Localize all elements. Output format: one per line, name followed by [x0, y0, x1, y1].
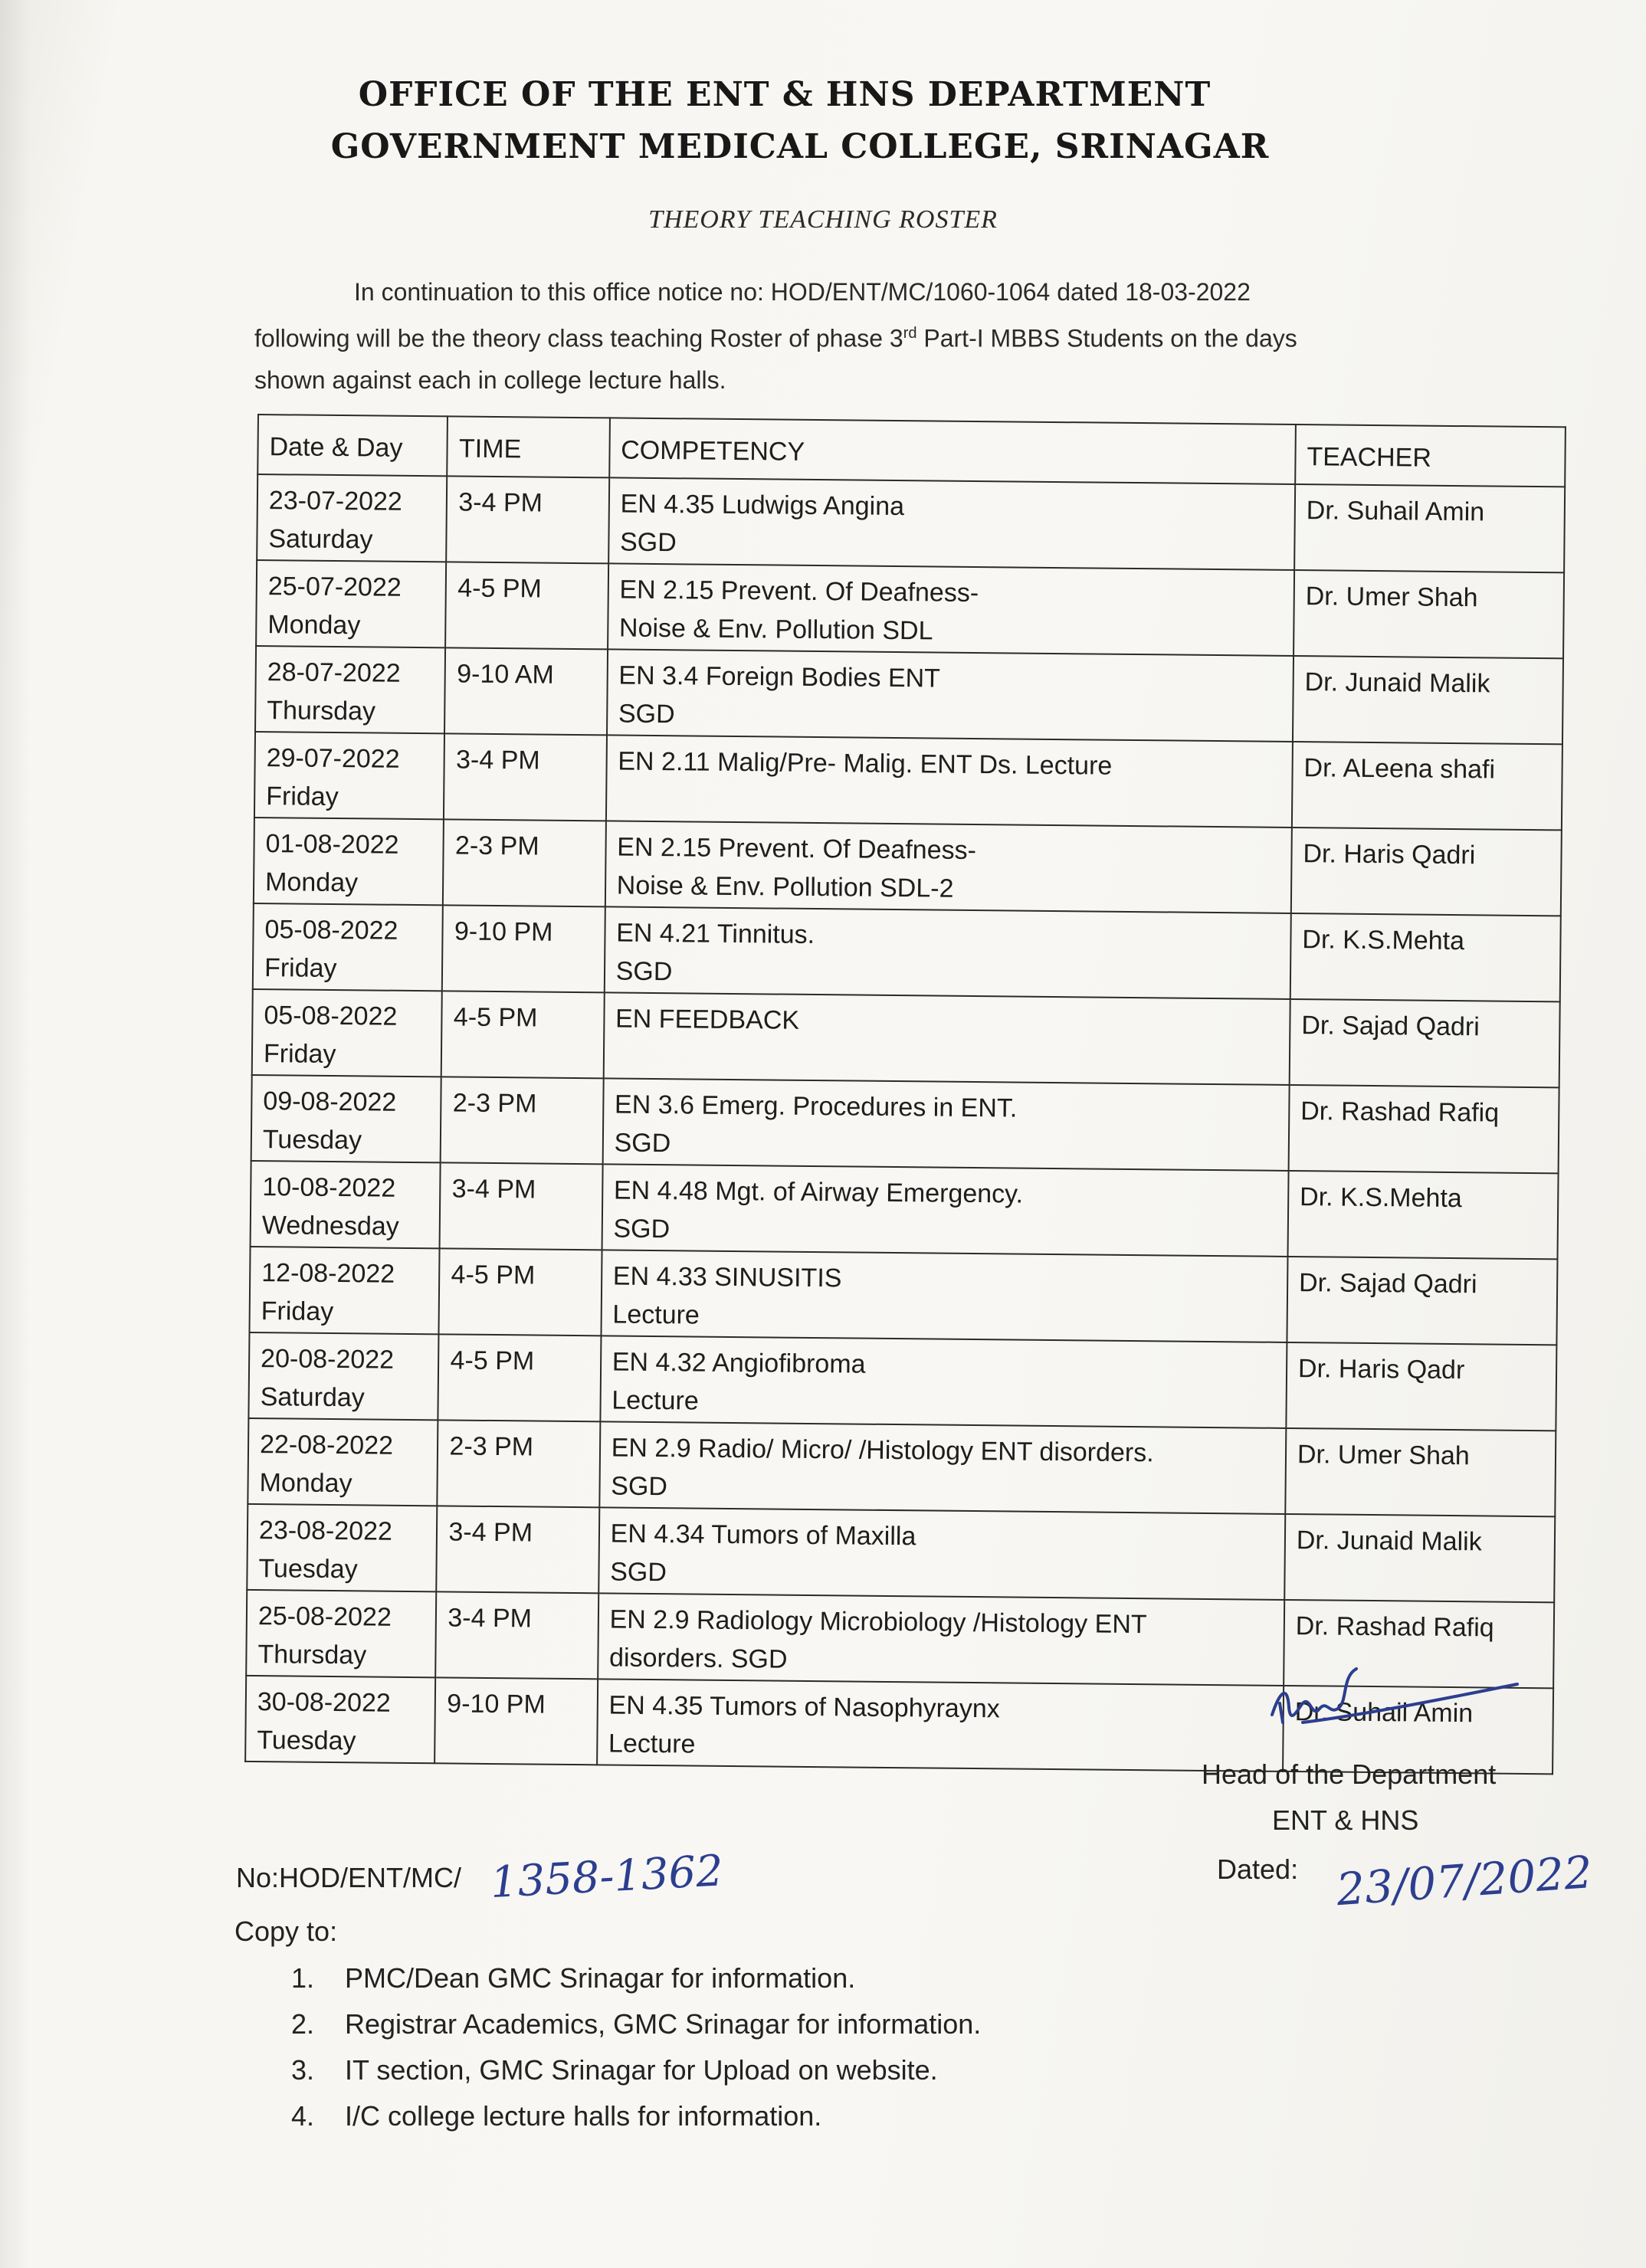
- table-row: [252, 989, 1560, 1087]
- cell-date-day-day: Tuesday: [257, 1726, 356, 1756]
- cell-competency-comp2: SGD: [619, 527, 677, 558]
- cell-time-time: 2-3 PM: [454, 831, 539, 861]
- cell-date-day-day: Monday: [267, 610, 361, 641]
- cell-date-day-day: Friday: [261, 1296, 334, 1327]
- cell-teacher: [1291, 828, 1562, 916]
- cell-competency-comp2: SGD: [614, 1128, 671, 1159]
- cell-date-day-day: Tuesday: [262, 1125, 362, 1155]
- intro-line-3: shown against each in college lecture halls.: [254, 365, 726, 394]
- handwritten-reference: [487, 1840, 740, 1909]
- cell-date-day-date: 25-07-2022: [267, 572, 402, 602]
- cell-date-day-day: Friday: [263, 1039, 336, 1070]
- cell-time: [439, 1248, 602, 1336]
- copy-list-item: [291, 2001, 1364, 2047]
- cell-competency: [602, 1164, 1288, 1257]
- cell-date-day: [245, 1676, 436, 1763]
- cell-teacher: [1294, 570, 1564, 658]
- copy-item-text: I/C college lecture halls for information.: [345, 2100, 822, 2132]
- cell-teacher-teacher: Dr. K.S.Mehta: [1302, 925, 1465, 956]
- cell-competency-comp1: EN 4.33 SINUSITIS: [612, 1261, 842, 1293]
- cell-competency: [608, 477, 1295, 570]
- copy-list: [291, 1955, 1364, 2139]
- table-row: [249, 1247, 1557, 1345]
- cell-teacher: [1286, 1342, 1556, 1431]
- cell-teacher-teacher: Dr. Umer Shah: [1305, 582, 1478, 613]
- cell-time-time: 9-10 PM: [447, 1689, 546, 1719]
- cell-competency-comp2: SGD: [613, 1214, 671, 1244]
- intro-line-1: In continuation to this office notice no: HOD/ENT/MC/1060-1064 dated 18-03-2022: [354, 278, 1251, 306]
- cell-time: [436, 1591, 598, 1679]
- cell-teacher: [1288, 1085, 1559, 1173]
- cell-teacher: [1293, 656, 1563, 744]
- copy-item-number: 3.: [291, 2054, 315, 2086]
- cell-date-day-date: 23-08-2022: [258, 1516, 393, 1546]
- cell-competency-comp1: EN 2.9 Radio/ Micro/ /Histology ENT disorders.: [611, 1433, 1154, 1468]
- cell-competency: [606, 735, 1293, 828]
- cell-date-day-date: 12-08-2022: [261, 1258, 395, 1289]
- cell-time-time: 4-5 PM: [457, 573, 543, 604]
- cell-date-day-day: Thursday: [257, 1640, 367, 1670]
- table-row: [254, 732, 1562, 830]
- cell-competency: [608, 563, 1294, 656]
- cell-time: [444, 733, 606, 821]
- cell-date-day: [256, 560, 447, 647]
- cell-teacher: [1290, 999, 1560, 1087]
- cell-time-time: 2-3 PM: [452, 1088, 537, 1119]
- cell-time-time: 3-4 PM: [455, 745, 540, 775]
- cell-teacher-teacher: Dr. Haris Qadr: [1297, 1354, 1465, 1385]
- signature-mark: [1257, 1661, 1533, 1753]
- college-title: GOVERNMENT MEDICAL COLLEGE, SRINAGAR: [330, 127, 1270, 166]
- cell-competency: [602, 1078, 1289, 1171]
- cell-date-day-date: 23-07-2022: [268, 486, 403, 516]
- cell-date-day-date: 29-07-2022: [266, 743, 400, 774]
- table-row: [254, 818, 1562, 916]
- cell-teacher-teacher: Dr. ALeena shafi: [1303, 753, 1496, 785]
- cell-competency: [597, 1679, 1284, 1771]
- cell-competency: [603, 992, 1290, 1085]
- cell-date-day-date: 22-08-2022: [259, 1430, 394, 1460]
- cell-date-day-date: 05-08-2022: [264, 1001, 398, 1031]
- cell-competency-comp1: EN 3.6 Emerg. Procedures in ENT.: [614, 1090, 1018, 1123]
- cell-teacher-teacher: Dr. Sajad Qadri: [1298, 1268, 1477, 1300]
- cell-teacher-teacher: Dr. K.S.Mehta: [1299, 1182, 1462, 1214]
- cell-competency: [600, 1336, 1287, 1428]
- cell-time: [441, 1077, 603, 1164]
- table-row: [253, 903, 1561, 1001]
- page-edge-shadow: [0, 0, 31, 2268]
- cell-time-time: 4-5 PM: [450, 1345, 535, 1376]
- cell-date-day: [246, 1590, 437, 1677]
- cell-date-day: [251, 1161, 441, 1248]
- office-title: OFFICE OF THE ENT & HNS DEPARTMENT: [358, 75, 1212, 114]
- cell-competency-comp2: Lecture: [612, 1385, 699, 1416]
- cell-teacher-teacher: Dr. Rashad Rafiq: [1295, 1611, 1494, 1643]
- cell-date-day: [254, 818, 444, 905]
- cell-competency-comp1: EN 2.15 Prevent. Of Deafness-: [619, 575, 979, 608]
- cell-competency-comp1: EN 4.21 Tinnitus.: [616, 918, 815, 950]
- cell-time: [444, 647, 607, 735]
- cell-date-day: [251, 1075, 442, 1162]
- copy-item-text: PMC/Dean GMC Srinagar for information.: [345, 1962, 856, 1994]
- cell-competency: [598, 1593, 1284, 1686]
- cell-teacher: [1290, 913, 1561, 1001]
- table-row: [255, 646, 1563, 744]
- cell-date-day-day: Tuesday: [258, 1554, 358, 1585]
- cell-time: [438, 1420, 600, 1507]
- cell-teacher: [1294, 484, 1565, 572]
- cell-competency: [605, 821, 1292, 913]
- cell-date-day-date: 10-08-2022: [262, 1172, 396, 1203]
- table-row: [248, 1418, 1556, 1516]
- cell-teacher-teacher: Dr. Junaid Malik: [1304, 667, 1490, 699]
- cell-time: [447, 476, 609, 563]
- signatory-department: ENT & HNS: [1272, 1804, 1419, 1836]
- cell-teacher: [1287, 1171, 1558, 1259]
- cell-date-day: [249, 1247, 440, 1334]
- cell-time: [438, 1334, 601, 1421]
- cell-date-day-date: 05-08-2022: [264, 915, 398, 946]
- cell-date-day: [255, 646, 446, 733]
- cell-date-day-day: Friday: [266, 782, 339, 812]
- cell-competency-comp1: EN 4.34 Tumors of Maxilla: [610, 1519, 916, 1552]
- copy-list-item: [291, 2047, 1364, 2093]
- cell-time-time: 2-3 PM: [449, 1431, 534, 1462]
- table-row: [257, 474, 1565, 572]
- cell-time-time: 3-4 PM: [448, 1603, 533, 1634]
- header-teacher: TEACHER: [1295, 424, 1566, 487]
- copy-item-text: Registrar Academics, GMC Srinagar for information.: [345, 2008, 982, 2040]
- intro-line-2-a: following will be the theory class teaching Roster of phase 3: [254, 324, 903, 352]
- copy-item-number: 1.: [291, 1962, 315, 1994]
- cell-competency-comp1: EN 4.35 Ludwigs Angina: [620, 489, 905, 522]
- cell-date-day-date: 09-08-2022: [263, 1086, 397, 1117]
- cell-date-day-day: Wednesday: [261, 1211, 399, 1241]
- cell-time-time: 3-4 PM: [458, 487, 543, 518]
- cell-teacher: [1292, 742, 1562, 830]
- cell-teacher-teacher: Dr. Junaid Malik: [1296, 1526, 1482, 1557]
- cell-time-time: 4-5 PM: [451, 1260, 536, 1290]
- table-row: [247, 1504, 1555, 1602]
- cell-time-time: 4-5 PM: [453, 1002, 538, 1033]
- cell-competency-comp2: Noise & Env. Pollution SDL: [618, 613, 933, 646]
- header-time: TIME: [448, 416, 610, 477]
- roster-subtitle: THEORY TEACHING ROSTER: [648, 205, 998, 234]
- cell-teacher-teacher: Dr. Sajad Qadri: [1301, 1011, 1480, 1042]
- dated-label: Dated:: [1217, 1853, 1299, 1885]
- cell-date-day-date: 25-08-2022: [257, 1601, 392, 1632]
- cell-competency: [607, 649, 1294, 742]
- copy-list-item: [291, 2093, 1364, 2139]
- cell-date-day-day: Friday: [264, 953, 337, 984]
- cell-time: [440, 1162, 602, 1250]
- cell-date-day-date: 20-08-2022: [260, 1344, 395, 1375]
- cell-competency: [604, 906, 1290, 999]
- header-competency: COMPETENCY: [609, 418, 1296, 484]
- cell-date-day-day: Monday: [264, 867, 359, 898]
- intro-line-2: [254, 313, 1480, 359]
- copy-item-number: 4.: [291, 2100, 315, 2132]
- cell-competency-comp2: SGD: [611, 1471, 668, 1502]
- cell-competency-comp2: SGD: [615, 956, 673, 987]
- cell-date-day-date: 28-07-2022: [267, 657, 401, 688]
- cell-competency-comp2: Noise & Env. Pollution SDL-2: [616, 870, 954, 903]
- cell-time: [442, 905, 605, 992]
- cell-time: [437, 1506, 599, 1593]
- cell-date-day-date: 30-08-2022: [257, 1687, 391, 1718]
- cell-competency-comp1: EN 4.32 Angiofibroma: [612, 1347, 866, 1379]
- table-row: [251, 1161, 1559, 1259]
- cell-date-day: [254, 732, 445, 819]
- cell-teacher-teacher: Dr. Suhail Amin: [1294, 1697, 1474, 1729]
- cell-date-day: [257, 474, 448, 562]
- cell-competency-comp2: SGD: [618, 699, 675, 729]
- cell-competency: [598, 1507, 1285, 1600]
- cell-time: [446, 562, 608, 649]
- signatory-title: Head of the Department: [1202, 1758, 1497, 1790]
- cell-time: [441, 991, 604, 1078]
- cell-date-day-day: Saturday: [268, 524, 373, 555]
- cell-date-day: [252, 989, 443, 1077]
- cell-time-time: 9-10 AM: [457, 659, 554, 690]
- cell-competency-comp2: disorders. SGD: [608, 1643, 788, 1674]
- copy-item-text: IT section, GMC Srinagar for Upload on website.: [345, 2054, 938, 2086]
- cell-competency-comp1: EN 2.15 Prevent. Of Deafness-: [617, 832, 977, 866]
- table-row: [251, 1075, 1559, 1173]
- copy-item-number: 2.: [291, 2008, 315, 2040]
- reference-number-label: No:HOD/ENT/MC/: [236, 1862, 462, 1893]
- cell-competency-comp1: EN FEEDBACK: [615, 1004, 800, 1035]
- cell-competency: [601, 1250, 1287, 1342]
- cell-date-day-day: Monday: [259, 1468, 352, 1499]
- table-row: [256, 560, 1564, 658]
- cell-time: [435, 1677, 598, 1765]
- cell-date-day: [247, 1504, 438, 1591]
- cell-competency-comp2: Lecture: [608, 1729, 696, 1759]
- handwritten-reference-text: 1358-1362: [489, 1846, 725, 1909]
- cell-teacher-teacher: Dr. Suhail Amin: [1306, 496, 1485, 527]
- copy-list-item: [291, 1955, 1364, 2001]
- intro-paragraph: [254, 271, 1480, 401]
- cell-competency-comp1: EN 2.9 Radiology Microbiology /Histology ENT: [609, 1604, 1147, 1640]
- cell-time-time: 3-4 PM: [451, 1174, 536, 1204]
- cell-time: [443, 819, 605, 906]
- cell-competency-comp1: EN 3.4 Foreign Bodies ENT: [618, 660, 941, 693]
- cell-date-day: [253, 903, 444, 991]
- cell-teacher: [1285, 1428, 1556, 1516]
- cell-date-day-day: Thursday: [267, 696, 376, 726]
- intro-line-2-b: Part-I MBBS Students on the days: [916, 324, 1297, 352]
- cell-teacher-teacher: Dr. Haris Qadri: [1303, 839, 1476, 870]
- cell-competency-comp1: EN 4.35 Tumors of Nasophyraynx: [608, 1690, 1000, 1724]
- header-date-day: Date & Day: [257, 415, 448, 476]
- cell-time-time: 3-4 PM: [448, 1517, 533, 1548]
- copy-to-label: Copy to:: [234, 1916, 338, 1947]
- cell-competency-comp2: Lecture: [612, 1300, 700, 1330]
- cell-date-day: [248, 1332, 439, 1420]
- handwritten-date: [1333, 1836, 1617, 1920]
- roster-body: [245, 474, 1565, 1774]
- handwritten-date-text: 23/07/2022: [1334, 1846, 1595, 1916]
- cell-competency-comp1: EN 4.48 Mgt. of Airway Emergency.: [613, 1175, 1024, 1209]
- cell-date-day-day: Saturday: [260, 1382, 365, 1413]
- cell-time-time: 9-10 PM: [454, 916, 553, 947]
- cell-competency-comp1: EN 2.11 Malig/Pre- Malig. ENT Ds. Lecture: [618, 746, 1113, 781]
- cell-teacher-teacher: Dr. Rashad Rafiq: [1300, 1096, 1500, 1128]
- cell-competency-comp2: SGD: [610, 1557, 667, 1588]
- cell-teacher: [1287, 1257, 1557, 1345]
- roster-table: [244, 414, 1566, 1775]
- cell-competency: [599, 1421, 1286, 1514]
- cell-teacher: [1284, 1514, 1555, 1602]
- table-row: [248, 1332, 1556, 1431]
- cell-date-day: [248, 1418, 438, 1506]
- intro-line-2-sup: rd: [903, 325, 917, 342]
- cell-date-day-date: 01-08-2022: [265, 829, 399, 860]
- cell-teacher-teacher: Dr. Umer Shah: [1297, 1440, 1470, 1471]
